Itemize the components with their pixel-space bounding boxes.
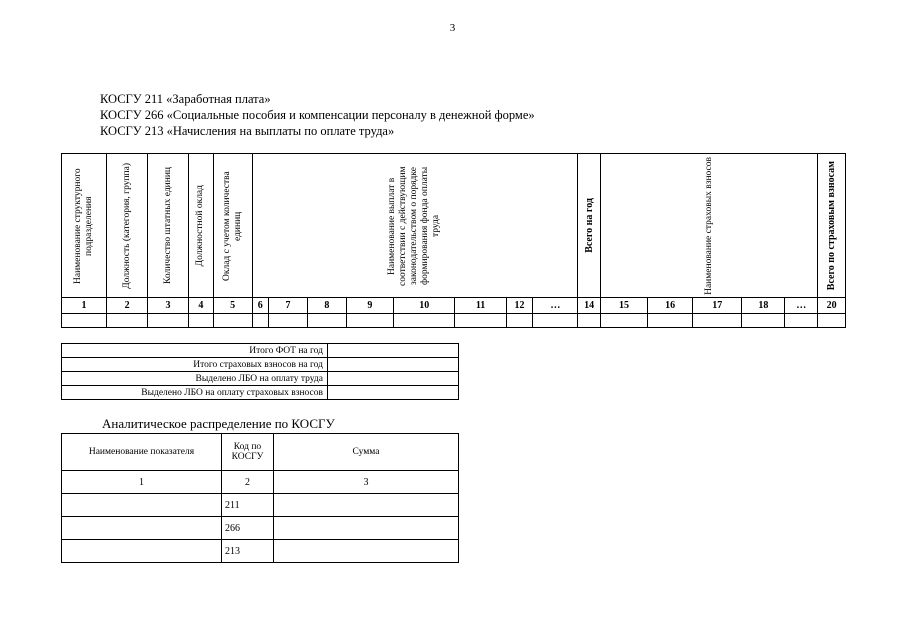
- page-number: 3: [449, 22, 456, 34]
- column-number: 5: [213, 298, 252, 314]
- column-number: 17: [693, 298, 742, 314]
- column-number: 3: [148, 298, 189, 314]
- column-number: …: [785, 298, 818, 314]
- data-cell[interactable]: [785, 314, 818, 328]
- empty-data-row: [62, 314, 846, 328]
- data-cell[interactable]: [742, 314, 785, 328]
- totals-value[interactable]: [328, 344, 459, 358]
- data-cell[interactable]: [107, 314, 148, 328]
- analytic-row-213: [62, 540, 459, 563]
- analytic-row-266: [62, 517, 459, 540]
- payroll-table: [61, 153, 846, 328]
- analytic-title: Аналитическое распределение по КОСГУ: [102, 416, 335, 431]
- heading-kosgu-266: КОСГУ 266 «Социальные пособия и компенсации персоналу в денежной форме»: [100, 108, 535, 122]
- analytic-table: [61, 433, 459, 563]
- header-cell-insurance: Наименование страховых взносов: [600, 154, 817, 298]
- column-number: 12: [506, 298, 533, 314]
- data-cell[interactable]: [455, 314, 506, 328]
- sum-cell[interactable]: [274, 494, 459, 517]
- data-cell[interactable]: [648, 314, 693, 328]
- sum-cell[interactable]: [274, 517, 459, 540]
- column-number: 1: [62, 471, 222, 494]
- header-cell-position: Должность (категория, группа): [107, 154, 148, 298]
- data-cell[interactable]: [600, 314, 647, 328]
- totals-value[interactable]: [328, 358, 459, 372]
- data-cell[interactable]: [818, 314, 846, 328]
- header-sum: Сумма: [274, 434, 459, 471]
- header-row: [62, 154, 846, 298]
- data-cell[interactable]: [268, 314, 307, 328]
- column-number: 11: [455, 298, 506, 314]
- column-number: 10: [393, 298, 454, 314]
- analytic-header-row: [62, 434, 459, 471]
- column-number: 20: [818, 298, 846, 314]
- column-number: 6: [252, 298, 268, 314]
- data-cell[interactable]: [393, 314, 454, 328]
- column-number: 1: [62, 298, 107, 314]
- totals-value[interactable]: [328, 386, 459, 400]
- data-cell[interactable]: [252, 314, 268, 328]
- indicator-cell[interactable]: [62, 517, 222, 540]
- header-cell-salary: Должностной оклад: [189, 154, 214, 298]
- header-code: Код по КОСГУ: [222, 434, 274, 471]
- data-cell[interactable]: [346, 314, 393, 328]
- header-cell-salary-by-count: Оклад с учетом количества единиц: [213, 154, 252, 298]
- column-number: 16: [648, 298, 693, 314]
- data-cell[interactable]: [213, 314, 252, 328]
- data-cell[interactable]: [189, 314, 214, 328]
- data-cell[interactable]: [578, 314, 601, 328]
- column-number: 4: [189, 298, 214, 314]
- column-number: 9: [346, 298, 393, 314]
- heading-kosgu-211: КОСГУ 211 «Заработная плата»: [100, 92, 271, 106]
- header-cell-total-year: Всего на год: [578, 154, 601, 298]
- totals-row-lbo-pay: [62, 372, 459, 386]
- analytic-row-211: [62, 494, 459, 517]
- header-cell-payments: Наименование выплат в соответствии с действующим законодательством о порядке формирования фонда оплаты труда: [252, 154, 578, 298]
- column-number: 18: [742, 298, 785, 314]
- column-number: …: [533, 298, 578, 314]
- column-number: 14: [578, 298, 601, 314]
- analytic-number-row: [62, 471, 459, 494]
- code-cell: 213: [222, 540, 274, 563]
- sum-cell[interactable]: [274, 540, 459, 563]
- indicator-cell[interactable]: [62, 540, 222, 563]
- data-cell[interactable]: [506, 314, 533, 328]
- column-number: 15: [600, 298, 647, 314]
- column-number: 8: [307, 298, 346, 314]
- totals-label: Итого страховых взносов на год: [62, 358, 328, 372]
- totals-row-lbo-insurance: [62, 386, 459, 400]
- column-number-row: [62, 298, 846, 314]
- column-number: 7: [268, 298, 307, 314]
- header-cell-staff-count: Количество штатных единиц: [148, 154, 189, 298]
- data-cell[interactable]: [307, 314, 346, 328]
- code-cell: 266: [222, 517, 274, 540]
- totals-label: Выделено ЛБО на оплату страховых взносов: [62, 386, 328, 400]
- header-cell-total-insurance: Всего по страховым взносам: [818, 154, 846, 298]
- totals-row-fot: [62, 344, 459, 358]
- indicator-cell[interactable]: [62, 494, 222, 517]
- totals-label: Выделено ЛБО на оплату труда: [62, 372, 328, 386]
- header-cell-unit: Наименование структурного подразделения: [62, 154, 107, 298]
- heading-kosgu-213: КОСГУ 213 «Начисления на выплаты по оплате труда»: [100, 124, 395, 138]
- totals-label: Итого ФОТ на год: [62, 344, 328, 358]
- column-number: 3: [274, 471, 459, 494]
- data-cell[interactable]: [148, 314, 189, 328]
- data-cell[interactable]: [533, 314, 578, 328]
- column-number: 2: [222, 471, 274, 494]
- code-cell: 211: [222, 494, 274, 517]
- data-cell[interactable]: [62, 314, 107, 328]
- column-number: 2: [107, 298, 148, 314]
- data-cell[interactable]: [693, 314, 742, 328]
- totals-table: [61, 343, 459, 400]
- header-name: Наименование показателя: [62, 434, 222, 471]
- totals-row-insurance: [62, 358, 459, 372]
- totals-value[interactable]: [328, 372, 459, 386]
